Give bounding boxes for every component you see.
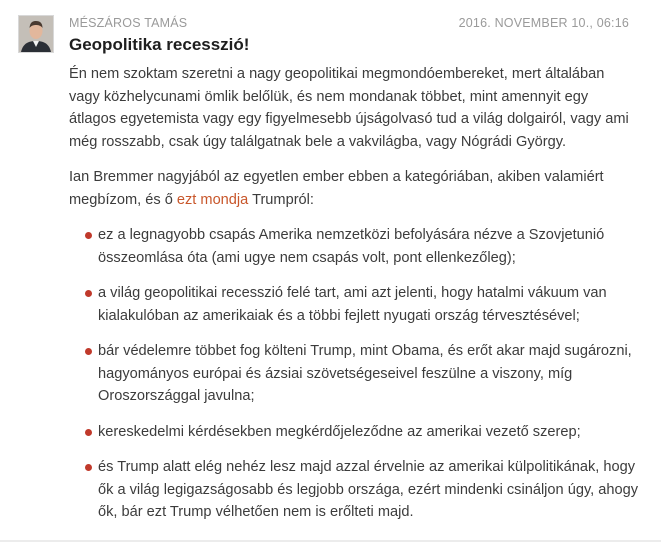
list-item-text: és Trump alatt elég nehéz lesz majd azzal érvelnie az amerikai külpolitikának, hogy ők a világ legigazságosabb és legjobb országa, ezért mindenki csináljon úgy, ahogy ők, bár ezt Trump vélhetően nem is erőlteti majd. xyxy=(98,459,639,520)
list-item xyxy=(69,282,639,327)
list-item-text: ez a legnagyobb csapás Amerika nemzetközi befolyására nézve a Szovjetunió összeomlása óta (ami ugye nem csapás volt, pont ellenkezőleg); xyxy=(98,227,605,266)
list-item-text: a világ geopolitikai recesszió felé tart, ami azt jelenti, hogy hatalmi vákuum van kialakulóban az amerikaiak és a többi fejlett nyugati ország térvesztésével; xyxy=(98,285,607,324)
list-item-text: kereskedelmi kérdésekben megkérdőjeleződne az amerikai vezető szerep; xyxy=(98,423,581,440)
post-date: 2016. NOVEMBER 10., 06:16 xyxy=(458,16,629,30)
bullet-list xyxy=(69,224,639,524)
bullet-icon xyxy=(85,290,92,297)
list-item xyxy=(69,456,639,524)
post-content xyxy=(69,63,639,537)
author-name[interactable]: MÉSZÁROS TAMÁS xyxy=(69,16,188,30)
post-title: Geopolitika recesszió! xyxy=(69,35,250,54)
paragraph-text-before: Ian Bremmer nagyjából az egyetlen ember ebben a kategóriában, akiben valamiért megbízom, és ő xyxy=(69,169,604,208)
person-icon xyxy=(19,16,53,52)
list-item xyxy=(69,224,639,269)
paragraph-bremmer xyxy=(69,166,639,211)
bullet-icon xyxy=(85,232,92,239)
post-meta xyxy=(69,16,629,30)
paragraph-text-after: Trumpról: xyxy=(248,191,314,208)
bullet-icon xyxy=(85,429,92,436)
ezt-mondja-link[interactable]: ezt mondja xyxy=(176,191,249,208)
list-item xyxy=(69,421,639,444)
paragraph-intro: Én nem szoktam szeretni a nagy geopolitikai megmondóembereket, mert általában vagy közhelycunami ömlik belőlük, és nem mondanak többet, mint amennyit egy átlagos egyetemista vagy egy figyelmesebb újságolvasó tud a világ dolgairól, vagy ami még rosszabb, csak úgy találgatnak bele a vakvilágba, vagy Nógrádi György. xyxy=(69,66,629,150)
bullet-icon xyxy=(85,464,92,471)
list-item-text: bár védelemre többet fog költeni Trump, mint Obama, és erőt akar majd sugározni, hagyományos európai és ázsiai szövetségeseivel feszülne a viszony, míg Oroszországgal javulna; xyxy=(98,343,632,404)
author-avatar[interactable] xyxy=(18,15,54,53)
list-item xyxy=(69,340,639,408)
bullet-icon xyxy=(85,348,92,355)
